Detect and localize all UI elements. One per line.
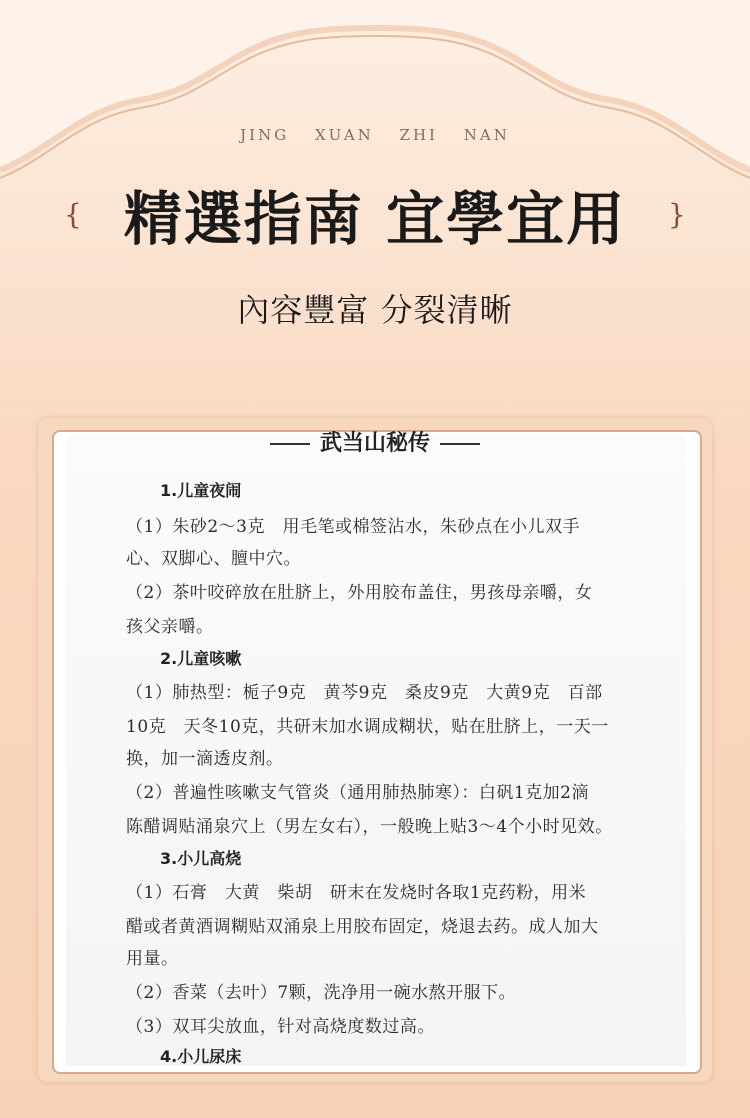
text-line: 心、双脚心、膻中穴。: [126, 549, 301, 569]
text-line: 10克 天冬10克，共研末加水调成糊状，贴在肚脐上，一天一: [126, 717, 609, 737]
section-heading: 4.小儿尿床: [160, 1047, 242, 1066]
text-line: （1）肺热型：栀子9克 黄芩9克 桑皮9克 大黄9克 百部: [126, 683, 603, 703]
section-heading: 2.儿童咳嗽: [160, 649, 242, 668]
text-line: （3）双耳尖放血，针对高烧度数过高。: [126, 1017, 435, 1037]
text-line: 陈醋调贴涌泉穴上（男左女右），一般晚上贴3～4个小时见效。: [126, 817, 613, 837]
text-line: 孩父亲嚼。: [126, 617, 214, 637]
text-line: 醋或者黄酒调糊贴双涌泉上用胶布固定，烧退去药。成人加大: [126, 917, 599, 937]
text-line: 换，加一滴透皮剂。: [126, 749, 284, 769]
text-line: （1）朱砂2～3克 用毛笔或棉签沾水，朱砂点在小儿双手: [126, 517, 580, 537]
text-line: （2）普遍性咳嗽支气管炎（通用肺热肺寒）：白矾1克加2滴: [126, 783, 589, 803]
right-brace-ornament: }: [668, 198, 686, 231]
title-dash-left: [270, 443, 310, 445]
text-line: 用量。: [126, 949, 179, 969]
section-heading: 3.小儿高烧: [160, 849, 242, 868]
text-line: （2）茶叶咬碎放在肚脐上，外用胶布盖住，男孩母亲嚼，女: [126, 583, 593, 603]
document-title: [0, 426, 750, 457]
document-title-text: 武当山秘传: [319, 430, 430, 456]
pinyin-caption: JING XUAN ZHI NAN: [240, 126, 510, 144]
text-line: （2）香菜（去叶）7颗，洗净用一碗水熬开服下。: [126, 983, 517, 1003]
left-brace-ornament: {: [64, 198, 82, 231]
text-line: （1）石膏 大黄 柴胡 研末在发烧时各取1克药粉，用米: [126, 883, 587, 903]
section-heading: 1.儿童夜闹: [160, 481, 242, 500]
page-subtitle: 內容豐富 分裂清晰: [237, 291, 513, 329]
title-dash-right: [440, 443, 480, 445]
page-title: 精選指南 宜學宜用: [123, 185, 627, 253]
